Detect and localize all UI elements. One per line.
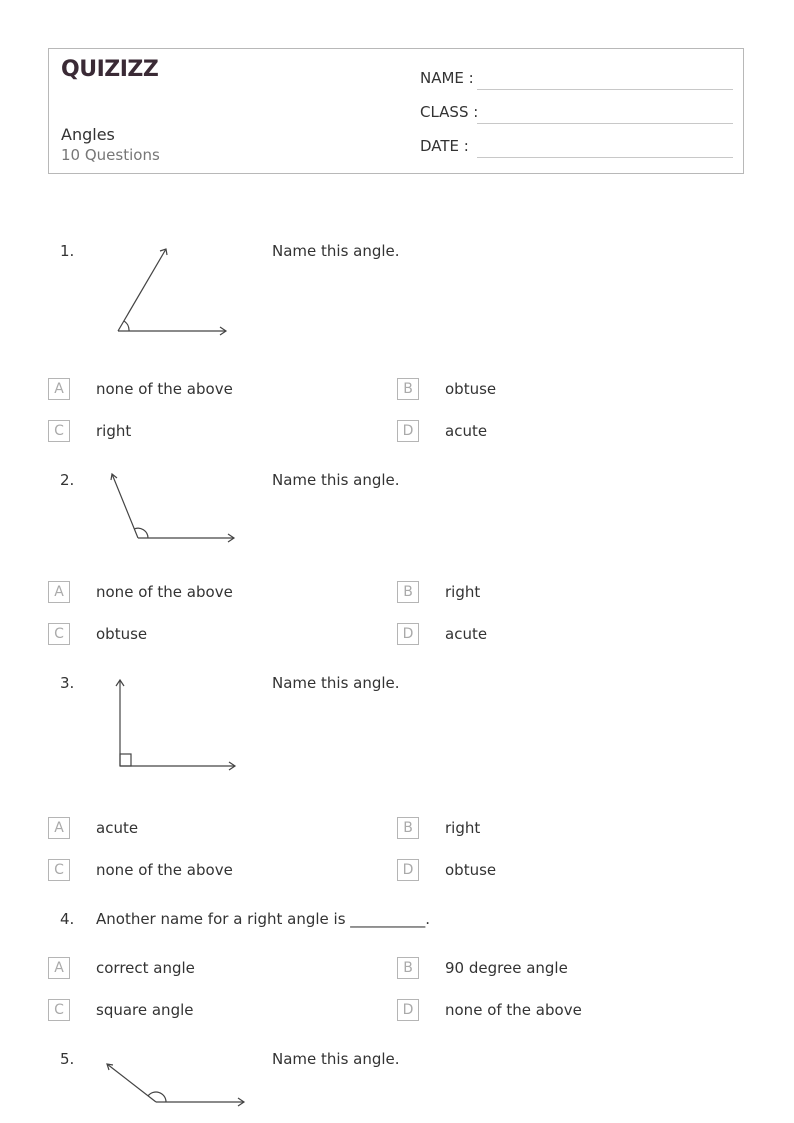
question-number: 4. (60, 910, 75, 928)
obtuse-angle-figure (100, 1056, 250, 1112)
question-number: 1. (60, 242, 75, 260)
option-c-text: none of the above (96, 861, 233, 879)
question-number: 2. (60, 471, 75, 489)
question-text: Another name for a right angle is __________. (96, 910, 431, 928)
option-d-text: acute (445, 422, 488, 440)
class-label: CLASS : (420, 103, 479, 121)
option-d-text: obtuse (445, 861, 497, 879)
obtuse-angle-figure (100, 468, 240, 548)
option-b-text: right (445, 819, 481, 837)
option-a-text: none of the above (96, 380, 233, 398)
option-c-text: right (96, 422, 132, 440)
option-a-box[interactable]: A (48, 581, 70, 603)
option-c-box[interactable]: C (48, 999, 70, 1021)
option-b-text: 90 degree angle (445, 959, 568, 977)
option-b-box[interactable]: B (397, 817, 419, 839)
option-a-box[interactable]: A (48, 957, 70, 979)
quizizz-logo: QUIZIZZ (61, 57, 159, 82)
option-d-box[interactable]: D (397, 420, 419, 442)
option-d-box[interactable]: D (397, 999, 419, 1021)
date-line (477, 157, 733, 158)
question-number: 3. (60, 674, 75, 692)
option-c-box[interactable]: C (48, 859, 70, 881)
question-count: 10 Questions (61, 146, 160, 164)
option-d-text: acute (445, 625, 488, 643)
option-b-box[interactable]: B (397, 581, 419, 603)
name-label: NAME : (420, 69, 474, 87)
acute-angle-figure (100, 240, 240, 340)
option-b-text: right (445, 583, 481, 601)
option-d-box[interactable]: D (397, 859, 419, 881)
option-a-box[interactable]: A (48, 817, 70, 839)
option-d-text: none of the above (445, 1001, 582, 1019)
question-text: Name this angle. (272, 674, 400, 692)
question-text: Name this angle. (272, 1050, 400, 1068)
date-label: DATE : (420, 137, 469, 155)
option-c-box[interactable]: C (48, 420, 70, 442)
option-a-text: acute (96, 819, 139, 837)
question-text: Name this angle. (272, 242, 400, 260)
option-a-box[interactable]: A (48, 378, 70, 400)
option-b-box[interactable]: B (397, 378, 419, 400)
worksheet-title: Angles (61, 125, 115, 144)
worksheet-header (48, 48, 744, 174)
name-line (477, 89, 733, 90)
option-b-box[interactable]: B (397, 957, 419, 979)
option-a-text: correct angle (96, 959, 195, 977)
option-d-box[interactable]: D (397, 623, 419, 645)
option-b-text: obtuse (445, 380, 497, 398)
option-c-text: square angle (96, 1001, 194, 1019)
option-a-text: none of the above (96, 583, 233, 601)
question-text: Name this angle. (272, 471, 400, 489)
option-c-box[interactable]: C (48, 623, 70, 645)
question-number: 5. (60, 1050, 75, 1068)
right-angle-figure (100, 674, 240, 774)
option-c-text: obtuse (96, 625, 148, 643)
class-line (477, 123, 733, 124)
